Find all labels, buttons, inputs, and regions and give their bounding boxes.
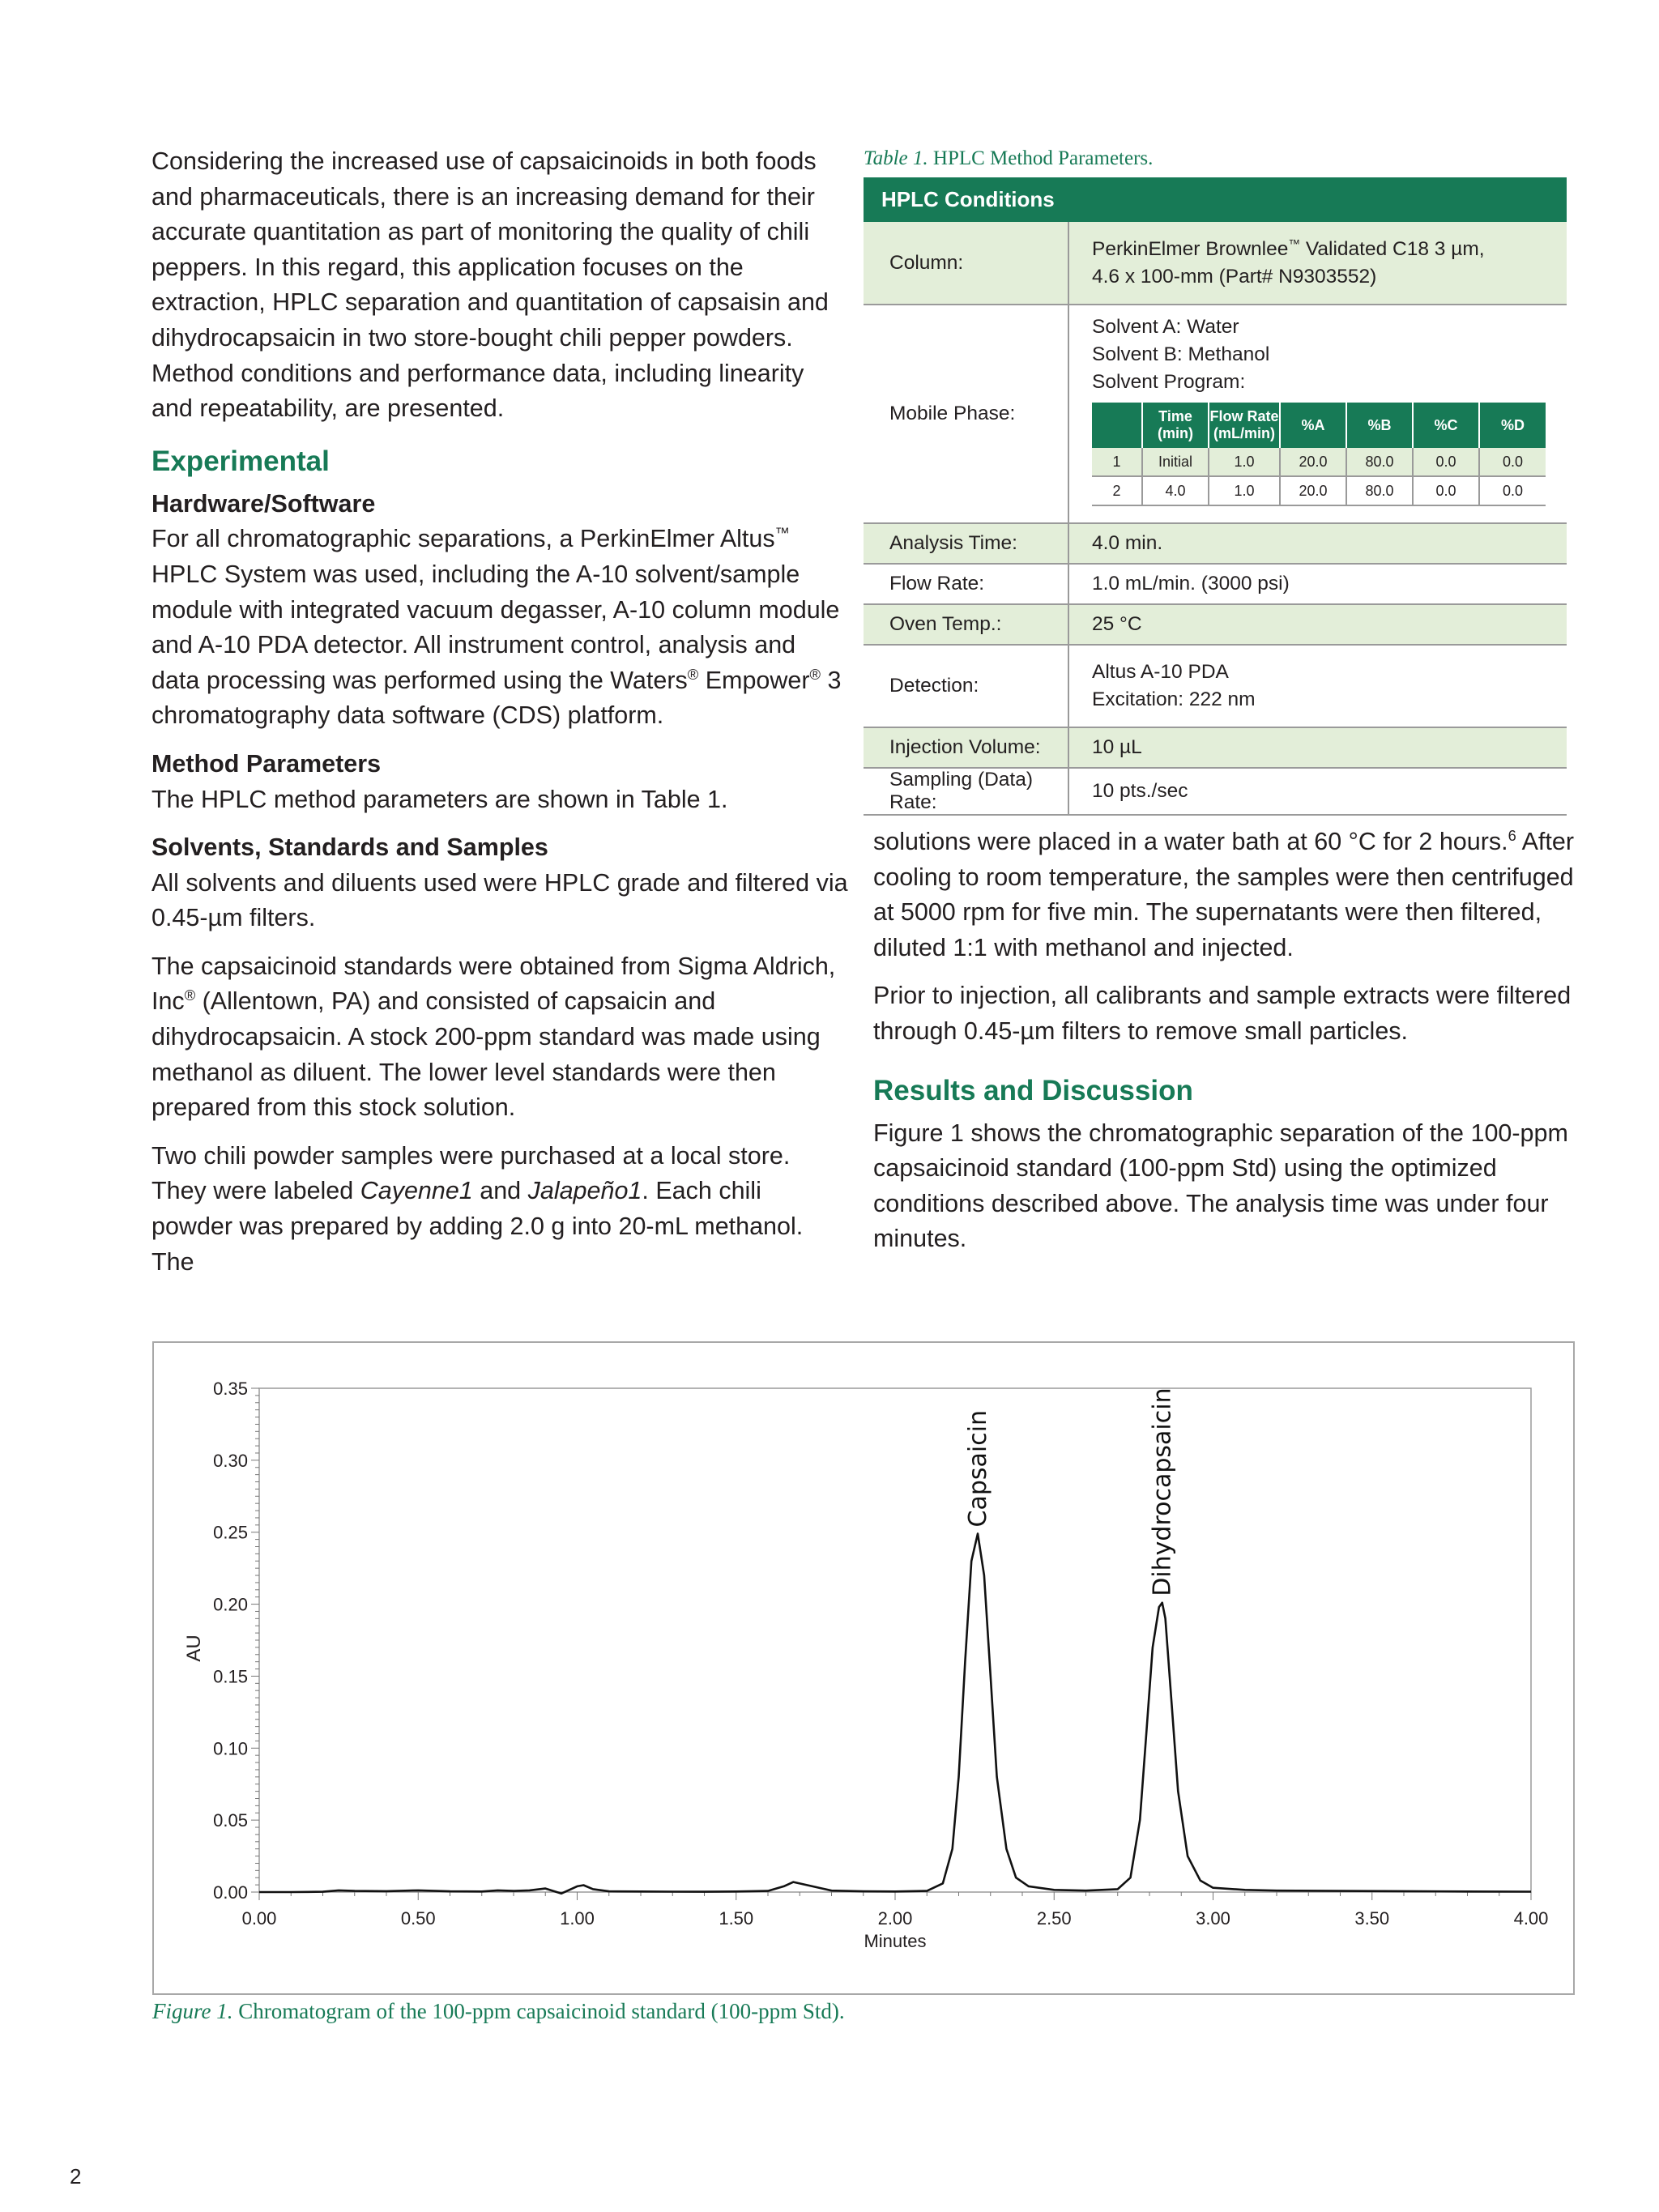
solvent-program-table [1092, 403, 1546, 506]
injection-volume-value: 10 µL [1068, 727, 1567, 768]
standards-text-1: The capsaicinoid standards were obtained from Sigma Aldrich, Inc [151, 952, 836, 1016]
figure-caption-label: Figure 1. [152, 1999, 233, 2023]
flow-rate-value: 1.0 mL/min. (3000 psi) [1068, 564, 1567, 604]
solvent-program-cell: 80.0 [1346, 476, 1413, 505]
continued-paragraph [873, 825, 1578, 965]
prior-injection-paragraph: Prior to injection, all calibrants and sample extracts were filtered through 0.45-µm filters to remove small particles. [873, 982, 1572, 1045]
peak-label: Dihydrocapsaicin [1148, 1387, 1177, 1596]
oven-temp-value: 25 °C [1068, 604, 1567, 645]
oven-temp-label: Oven Temp.: [864, 604, 1068, 645]
figure-caption [152, 1999, 845, 2024]
results-paragraph: Figure 1 shows the chromatographic separation of the 100-ppm capsaicinoid standard (100-ppm Std) using the optimized conditions described above. The analysis time was under four minutes. [873, 1119, 1568, 1253]
chromatogram-trace [259, 1534, 1531, 1894]
table-header: HPLC Conditions [864, 177, 1567, 222]
solvent-program-header-cell: %B [1346, 403, 1413, 448]
table-caption-label: Table 1. [864, 147, 928, 169]
reference-mark: 6 [1508, 826, 1516, 844]
continued-text-1: solutions were placed in a water bath at 60 °C for 2 hours. [873, 828, 1508, 855]
solvent-program-cell: 80.0 [1346, 448, 1413, 476]
standards-text-2: (Allentown, PA) and consisted of capsaicin and dihydrocapsaicin. A stock 200-ppm standard was made using methanol as diluent. The lower level standards were then prepared from this stock solution. [151, 987, 821, 1122]
solvent-program-cell: 20.0 [1280, 448, 1346, 476]
figure-caption-text: Chromatogram of the 100-ppm capsaicinoid standard (100-ppm Std). [232, 1999, 845, 2023]
solvent-program-label: Solvent Program: [1092, 371, 1246, 393]
samples-and: and [472, 1177, 528, 1205]
solvent-program-header-cell: %A [1280, 403, 1346, 448]
solvent-program-row [1092, 448, 1546, 476]
solvent-a: Solvent A: Water [1092, 316, 1239, 338]
trademark-mark: ™ [774, 524, 790, 542]
x-tick-label: 3.50 [1354, 1908, 1390, 1929]
y-tick-label: 0.35 [213, 1379, 248, 1399]
column-value-part: Validated C18 3 µm, [1300, 237, 1485, 260]
solvent-program-cell: 0.0 [1413, 448, 1479, 476]
column-value-line-2: 4.6 x 100-mm (Part# N9303552) [1092, 265, 1377, 288]
left-column [151, 144, 848, 1293]
detection-line-1: Altus A-10 PDA [1092, 661, 1229, 683]
x-tick-label: 3.00 [1196, 1908, 1230, 1929]
experimental-heading: Experimental [151, 445, 330, 477]
y-tick-label: 0.25 [213, 1522, 248, 1543]
y-tick-label: 0.00 [213, 1882, 248, 1903]
y-tick-label: 0.05 [213, 1810, 248, 1831]
sample-name-jalapeno: Jalapeño1 [527, 1177, 642, 1205]
detection-line-2: Excitation: 222 nm [1092, 688, 1256, 710]
table-caption [864, 147, 1153, 170]
solvent-program-header-row [1092, 403, 1546, 448]
plot-area-frame [259, 1388, 1531, 1892]
solvent-program-cell: 0.0 [1479, 476, 1546, 505]
solvent-program-row [1092, 476, 1546, 505]
continued-text-2: After cooling to room temperature, the samples were then centrifuged at 5000 rpm for five min. The supernatants were then filtered, diluted 1:1 with methanol and injected. [873, 828, 1574, 961]
detection-value [1068, 645, 1567, 727]
hw-text-2: HPLC System was used, including the A-10 solvent/sample module with integrated vacuum degasser, A-10 column module and A-10 PDA detector. All instrument control, analysis and data processing was performed using the Waters [151, 560, 840, 694]
solvent-program-header-cell [1092, 403, 1142, 448]
detection-label: Detection: [864, 645, 1068, 727]
solvent-program-cell: Initial [1142, 448, 1209, 476]
samples-text-1: Two chili powder samples were purchased at a local store. They were labeled [151, 1141, 791, 1205]
y-axis-label: AU [183, 1634, 205, 1662]
solvent-program-header-cell: %C [1413, 403, 1479, 448]
column-value [1068, 222, 1567, 305]
solvent-program-cell: 1.0 [1209, 476, 1280, 505]
x-tick-label: 2.00 [877, 1908, 913, 1929]
solvent-b: Solvent B: Methanol [1092, 343, 1270, 365]
registered-mark: ® [687, 665, 699, 683]
x-tick-label: 4.00 [1513, 1908, 1549, 1929]
y-tick-label: 0.10 [213, 1738, 248, 1759]
y-tick-label: 0.20 [213, 1594, 248, 1615]
solvent-program-cell: 1.0 [1209, 448, 1280, 476]
hardware-paragraph [151, 522, 848, 734]
analysis-time-value: 4.0 min. [1068, 523, 1567, 564]
x-tick-label: 2.50 [1036, 1908, 1072, 1929]
y-tick-label: 0.30 [213, 1450, 248, 1471]
analysis-time-label: Analysis Time: [864, 523, 1068, 564]
sampling-rate-label: Sampling (Data) Rate: [864, 768, 1068, 815]
table-caption-text: HPLC Method Parameters. [928, 147, 1154, 169]
hw-text-4: 3 chromatography data software (CDS) platform. [151, 666, 842, 730]
solvent-program-header-cell: %D [1479, 403, 1546, 448]
x-tick-label: 1.00 [560, 1908, 595, 1929]
page-number: 2 [70, 2164, 82, 2189]
peak-label: Capsaicin [964, 1409, 993, 1528]
right-column [873, 825, 1578, 1270]
registered-mark: ® [809, 665, 821, 683]
hw-text-3: Empower [698, 666, 810, 694]
solvents-heading: Solvents, Standards and Samples [151, 833, 548, 862]
column-value-part: PerkinElmer Brownlee [1092, 237, 1289, 260]
solvent-program-cell: 2 [1092, 476, 1142, 505]
hw-text-1: For all chromatographic separations, a PerkinElmer Altus [151, 525, 775, 553]
method-paragraph: The HPLC method parameters are shown in Table 1. [151, 785, 728, 813]
figure-1-box [152, 1341, 1575, 1995]
method-parameters-heading: Method Parameters [151, 749, 382, 778]
solvent-program-cell: 20.0 [1280, 476, 1346, 505]
mobile-phase-label: Mobile Phase: [864, 305, 1068, 523]
samples-text-2: . Each chili powder was prepared by adding 2.0 g into 20-mL methanol. The [151, 1177, 804, 1276]
x-tick-label: 1.50 [719, 1908, 754, 1929]
standards-paragraph [151, 949, 848, 1126]
trademark-mark: ™ [1288, 237, 1301, 251]
x-axis-label: Minutes [864, 1931, 927, 1951]
hardware-software-heading: Hardware/Software [151, 489, 376, 518]
solvent-program-cell: 4.0 [1142, 476, 1209, 505]
solvent-program-cell: 0.0 [1479, 448, 1546, 476]
hplc-conditions-table [864, 177, 1567, 816]
injection-volume-label: Injection Volume: [864, 727, 1068, 768]
solvent-program-header-cell: Time (min) [1142, 403, 1209, 448]
sample-name-cayenne: Cayenne1 [360, 1177, 473, 1205]
intro-paragraph: Considering the increased use of capsaicinoids in both foods and pharmaceuticals, there is an increasing demand for their accurate quantitation as part of monitoring the quality of chili peppers. In this regard, this application focuses on the extraction, HPLC separation and quantitation of capsaisin and dihydrocapsaicin in two store-bought chili pepper powders. Method conditions and performance data, including linearity and repeatability, are presented. [151, 147, 829, 423]
column-label: Column: [864, 222, 1068, 305]
mobile-phase-value [1068, 305, 1567, 523]
y-tick-label: 0.15 [213, 1666, 248, 1687]
solvents-paragraph: All solvents and diluents used were HPLC grade and filtered via 0.45-µm filters. [151, 868, 848, 932]
registered-mark: ® [184, 987, 196, 1004]
solvent-program-cell: 0.0 [1413, 476, 1479, 505]
sampling-rate-value: 10 pts./sec [1068, 768, 1567, 815]
x-tick-label: 0.50 [400, 1908, 436, 1929]
results-heading: Results and Discussion [873, 1074, 1193, 1106]
chromatogram-chart [154, 1343, 1576, 1997]
solvent-program-header-cell: Flow Rate (mL/min) [1209, 403, 1280, 448]
flow-rate-label: Flow Rate: [864, 564, 1068, 604]
x-tick-label: 0.00 [241, 1908, 277, 1929]
solvent-program-cell: 1 [1092, 448, 1142, 476]
samples-paragraph [151, 1139, 848, 1280]
